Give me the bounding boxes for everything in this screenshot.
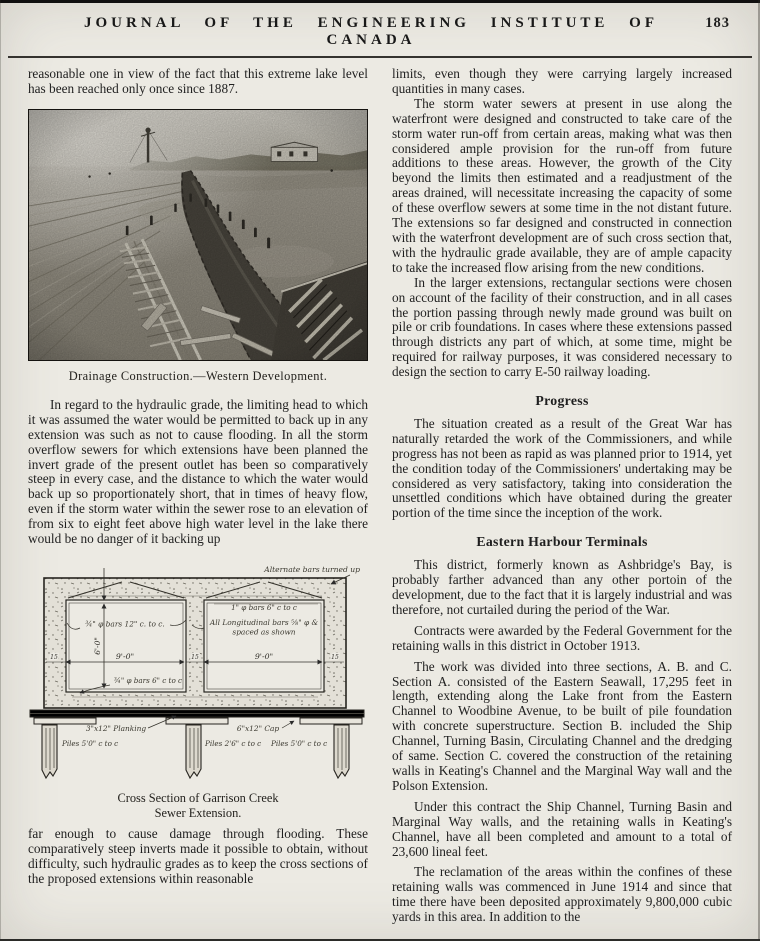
photo-frame (28, 109, 368, 361)
right-column (392, 67, 732, 925)
paragraph-under-contract: Under this contract the Ship Channel, Turning Basin and Marginal Way walls, and the retaining walls in Keating's Channel, have all been completed and amount to a total of 23,600 lineal feet. (392, 798, 732, 859)
label-piles-right: Piles 5'0" c to c (271, 739, 328, 748)
paragraph-limits: limits, even though they were carrying largely increased quantities in many cases. (392, 66, 732, 96)
dim-wall-center: 15 (191, 654, 199, 661)
heading-progress: Progress (535, 393, 589, 409)
label-cap: 6"x12" Cap (236, 724, 280, 733)
dim-wall-right: 15 (331, 654, 339, 661)
construction-photo (29, 110, 367, 360)
label-alternate-bars: Alternate bars turned up (264, 565, 360, 574)
diagram-caption (28, 791, 368, 821)
label-planking: 3"x12" Planking (85, 724, 147, 733)
paragraph-district: This district, formerly known as Ashbridge's Bay, is probably farther advanced than any other portoin of the development, due to the fact that it is largely industrial and was therefore, not curtailed during the period of the War. (392, 557, 732, 617)
paragraph-hydraulic: In regard to the hydraulic grade, the limiting head to which it was assumed the water would be permitted to back up in any extension was such as not to cause flooding. In all the storm overflow sewers for which extensions have been planned the invert grade of the present outlet has been so comparatively steep in every case, and the distance to which the water would back up so proportionately short, that in times of heavy flow, even if the storm water within the sewer rose to an elevation of from six to eight feet above high water level in the lake there would be no danger of it backing up (28, 396, 368, 547)
page-number: 183 (705, 15, 730, 31)
two-column-body (0, 58, 760, 925)
journal-title: JOURNAL OF THE ENGINEERING INSTITUTE OF CANADA (84, 15, 658, 48)
label-longitudinal-2: spaced as shown (232, 627, 296, 637)
label-piles-left: Piles 5'0" c to c (62, 739, 119, 748)
dim-cell1-width: 9'-0" (115, 652, 135, 661)
photo-caption: Drainage Construction.—Western Development. (68, 369, 328, 384)
diagram-caption-line1: Cross Section of Garrison Creek (117, 791, 279, 805)
left-column (28, 67, 368, 925)
label-side-bars: ¾" φ bars 12" c. to c. (85, 619, 165, 629)
sewer-cross-section-diagram (28, 558, 368, 786)
sewer-diagram-figure (28, 558, 368, 821)
pile-caps (34, 718, 362, 724)
paragraph-intro: reasonable one in view of the fact that this extreme lake level has been reached only once since 1887. (28, 66, 368, 96)
label-bottom-bars: ¾" φ bars 6" c to c (113, 676, 183, 685)
scan-edge-left (0, 0, 1, 941)
paragraph-storm-sewers: The storm water sewers at present in use along the waterfront were designed and constructed to take care of the storm water run-off from certain areas, making what was then considered ample provision for the run-off from future additions to these areas. However, the growth of the City beyond the limits then estimated and a readjustment of the areas drained, will necessitate increasing the capacity of some of these overflow sewers at some time in the not distant future. The extensions so far designed and constructed in connection with the waterfront development are of such cross section that, with the hydraulic grade available, they are of ample capacity to take the increased flow arising from the new conditions. (392, 95, 732, 275)
heading-eastern-harbour-terminals: Eastern Harbour Terminals (476, 534, 648, 550)
dim-cell2-width: 9'-0" (254, 652, 274, 661)
dim-wall-left: 15 (50, 654, 58, 661)
paragraph-situation: The situation created as a result of the Great War has naturally retarded the work of the Commissioners, and while progress has not been as rapid as was planned prior to 1914, yet the condition today of the Commissioners' undertaking may be considered as very satisfactory, taking into consideration the unsettled conditions which have obtained during the greater portion of the time since the inception of the work. (392, 415, 732, 521)
paragraph-flooding: far enough to cause damage through flooding. These comparatively steep inverts made it possible to obtain, without difficulty, such hydraulic grades as to keep the cross sections of the proposed extensions within reasonable (28, 826, 368, 886)
scan-edge-top (0, 0, 760, 3)
paragraph-larger-extensions: In the larger extensions, rectangular sections were chosen on account of the facility of their construction, and in all cases the portion passing through newly made ground was built on pile or crib foundations. In cases where these extensions passed through districts any part of which, at some time, might be required for railway purposes, it was considered necessary to design the section to carry E-50 railway loading. (392, 274, 732, 380)
label-top-bars: 1" φ bars 6" c to c (231, 603, 297, 612)
paragraph-work-sections: The work was divided into three sections, A. B. and C. Section A. consisted of the Eastern Seawall, 17,295 feet in length, extending along the Lake front from the Eastern Channel to Woodbine Avenue, to be built of pile foundation with concrete superstructure. Section B. included the Ship Channel, Turning Basin, Circulating Channel and the dredging of same. Section C. covered the construction of the retaining walls in Keating's Channel and the Marginal Way wall and the Polson Extension. (392, 658, 732, 793)
masthead (0, 0, 760, 49)
diagram-caption-line2: Sewer Extension. (154, 806, 242, 820)
label-piles-center: Piles 2'6" c to c (205, 739, 262, 748)
paragraph-reclamation: The reclamation of the areas within the confines of these retaining walls was commenced in June 1914 and since that time there have been deposited approximately 9,800,000 cubic yards in this area. In addition to the (392, 864, 732, 925)
paragraph-contracts: Contracts were awarded by the Federal Government for the retaining walls in this district in October 1913. (392, 622, 732, 653)
dim-cell-height: 6'-0" (93, 637, 102, 655)
label-longitudinal-1: All Longitudinal bars ⅝" φ & (209, 618, 319, 627)
construction-photo-figure (28, 109, 368, 384)
